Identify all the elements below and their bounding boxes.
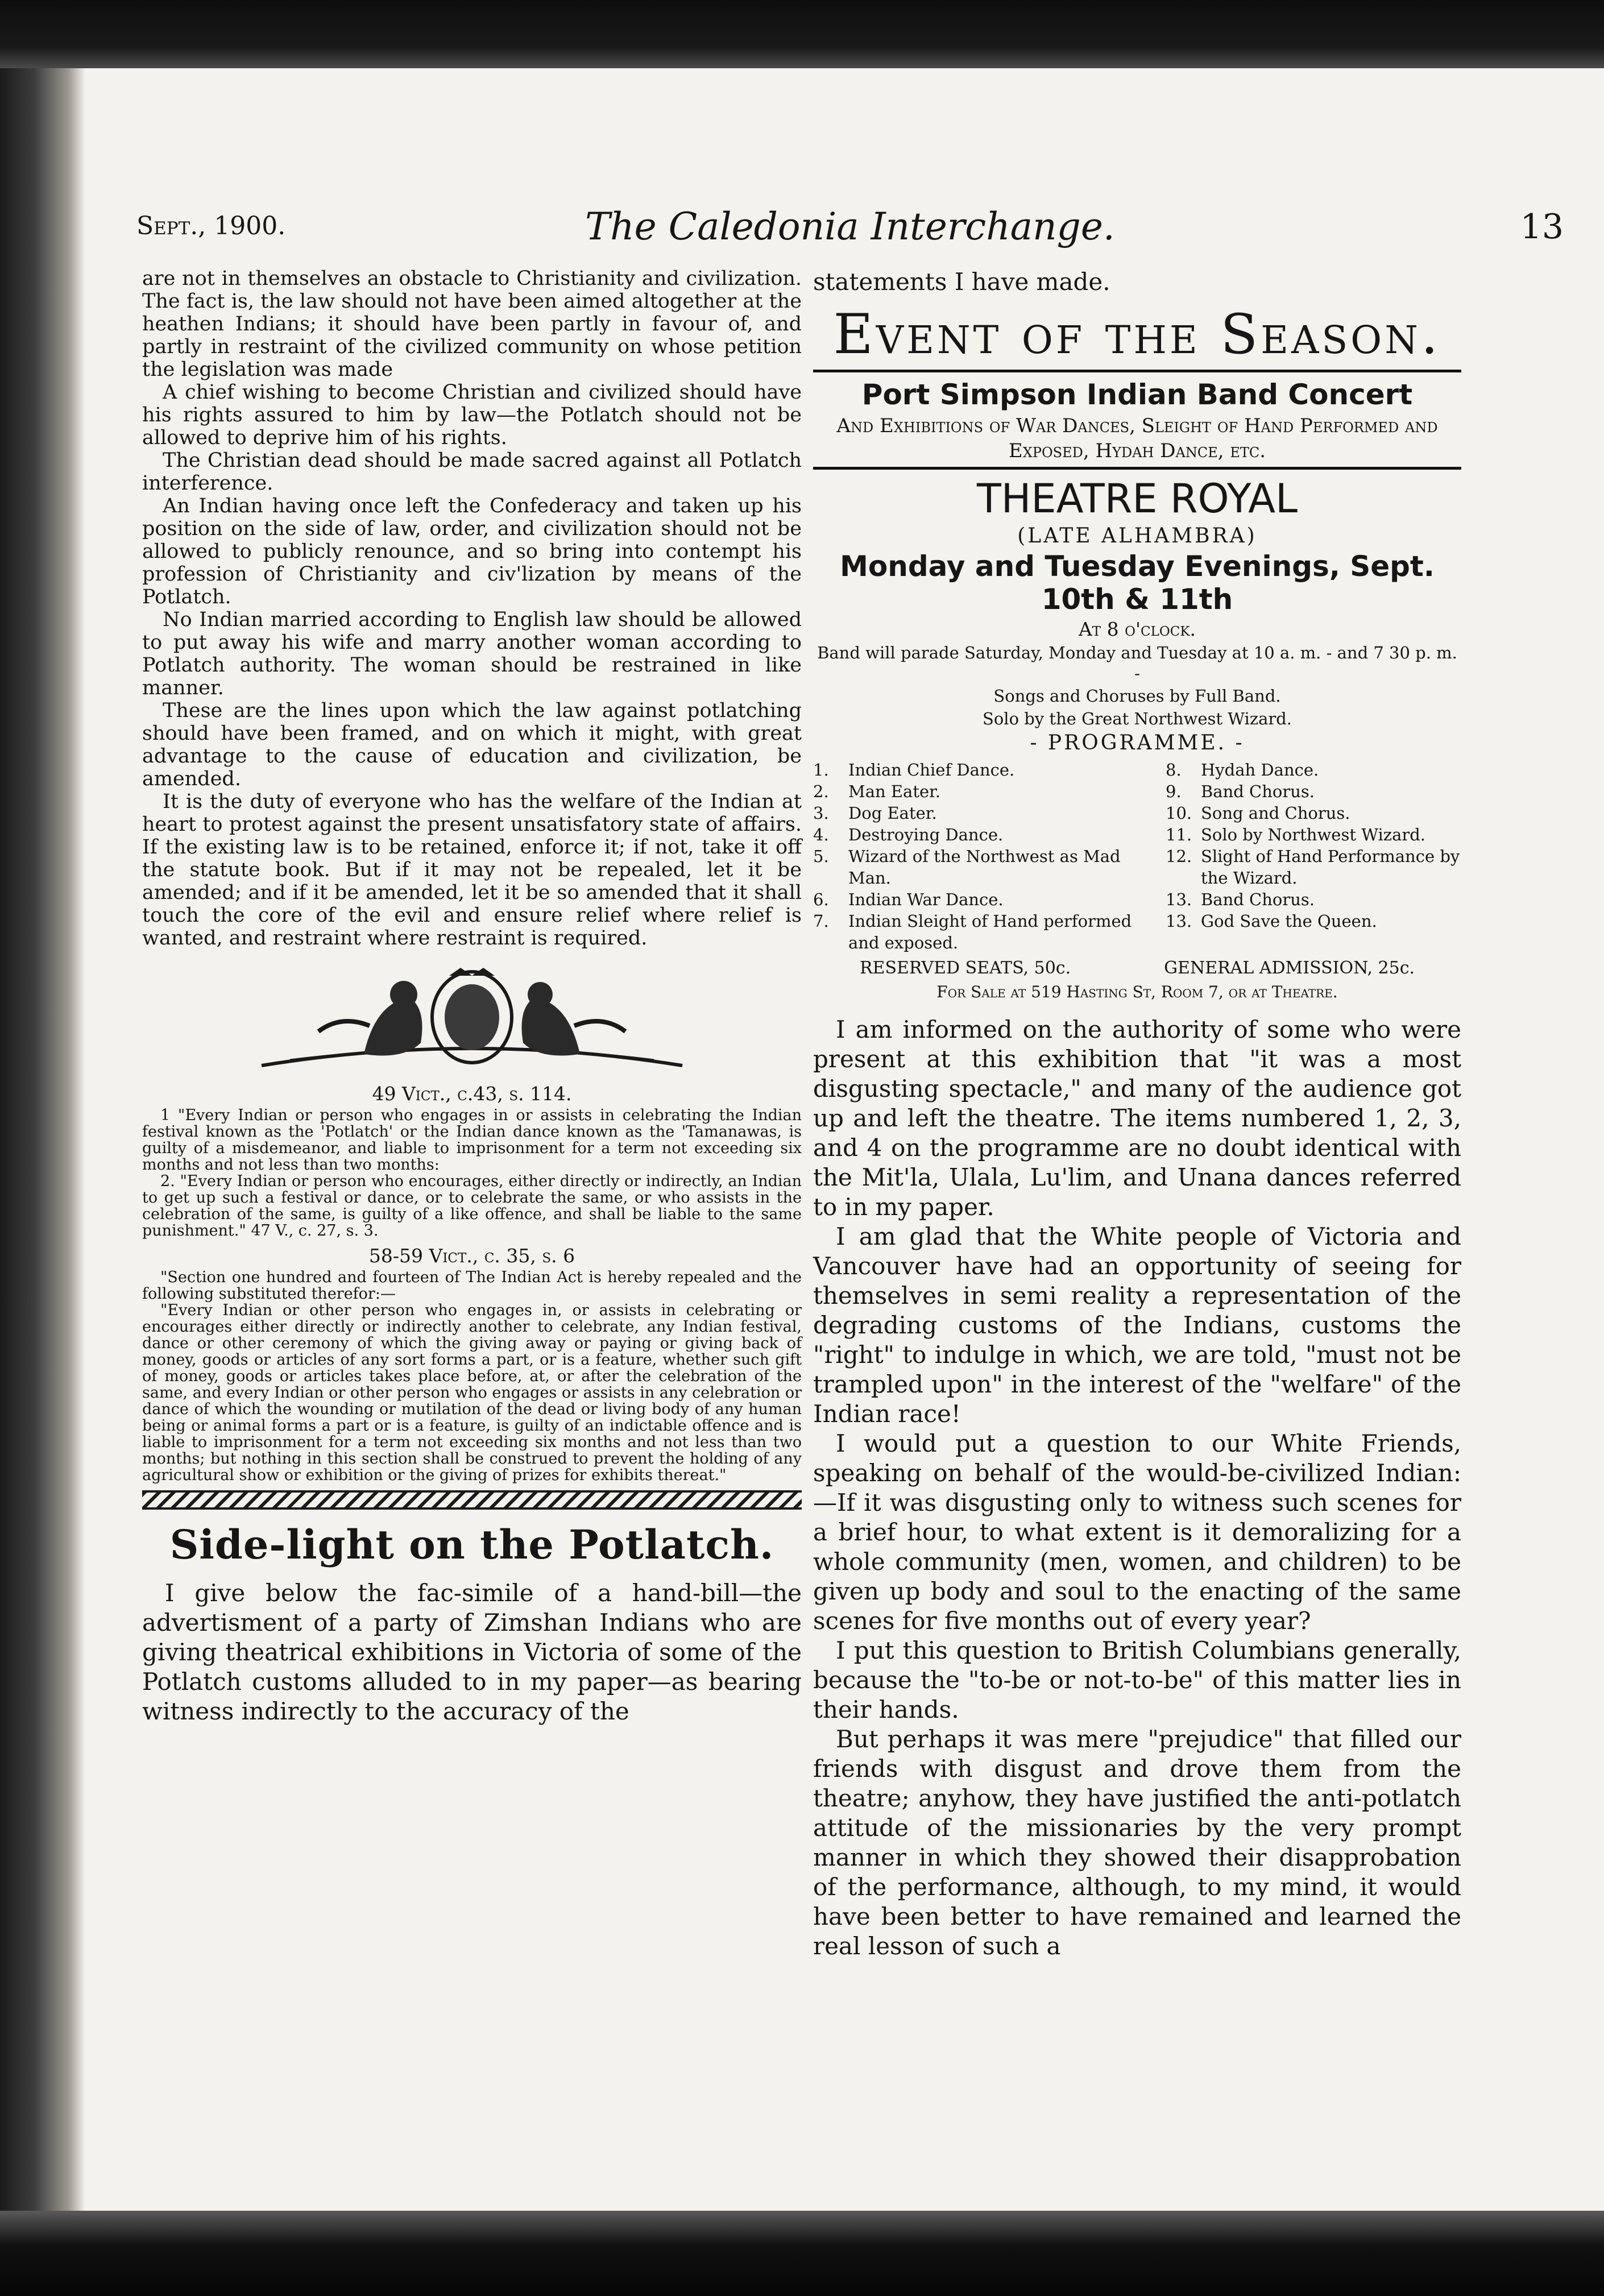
reserved-seats-price: RESERVED SEATS, 50c. bbox=[859, 958, 1071, 978]
handbill-parade: Band will parade Saturday, Monday and Tuesday at 10 a. m. - and 7 30 p. m. - bbox=[817, 643, 1457, 683]
general-admission-price: GENERAL ADMISSION, 25c. bbox=[1164, 958, 1415, 978]
section-title: Side-light on the Potlatch. bbox=[169, 1521, 774, 1568]
list-item: 12. Slight of Hand Performance by the Wizard. bbox=[1166, 847, 1460, 888]
journal-title: The Caledonia Interchange. bbox=[585, 205, 1115, 248]
binding-spine bbox=[0, 68, 85, 2211]
statute-text: "Every Indian or other person who engages in, or assists in celebrating or encourages either directly or indirectly another to celebrate, any Indian festival, dance or other ceremony of which the giving away or paying or giving back of money, goods or articles of any sort forms a part, or is a feature, whether such gift of money, goods or articles takes place before, at, or after the celebration of the same, and every Indian or other person who engages or assists in any celebration or dance of which the wounding or mutilation of the dead or living body of any human being or animal forms a part or is a feature, is guilty of an indictable offence and is liable to imprisonment for a term not exceeding six months and not less than two months; but nothing in this section shall be construed to prevent the holding of any agricultural show or exhibition or the giving of prizes for exhibits thereat." bbox=[142, 1302, 802, 1484]
ornamental-divider bbox=[142, 1490, 802, 1510]
list-item: 11. Solo by Northwest Wizard. bbox=[1166, 825, 1425, 844]
paragraph: The Christian dead should be made sacred against all Potlatch interference. bbox=[142, 449, 802, 495]
list-item: 1. Indian Chief Dance. bbox=[813, 760, 1015, 780]
page-number: 13 bbox=[1520, 207, 1564, 247]
statute-text: 1 "Every Indian or person who engages in or assists in celebrating the Indian festival known as the 'Potlatch' or the Indian dance known as the 'Tamanawas, is guilty of a misdemeanor, and liable to imprisonment for a term not exceeding six months and not less than two months: bbox=[142, 1106, 802, 1174]
issue-date: Sept., 1900. bbox=[136, 212, 286, 241]
scan-top-border bbox=[0, 0, 1604, 68]
royal-coat-of-arms bbox=[222, 963, 722, 1077]
paragraph: I put this question to British Columbians generally, because the "to-be or not-to-be" of this matter lies in their hands. bbox=[813, 1636, 1461, 1723]
handbill-headline: Event of the Season. bbox=[833, 302, 1441, 366]
handbill-time: At 8 o'clock. bbox=[1078, 618, 1196, 640]
paragraph: I give below the fac-simile of a hand-bill—the advertisment of a party of Zimshan Indians who are giving theatrical exhibitions in Victoria of some of the Potlatch customs alluded to in my paper—as bearing witness indirectly to the accuracy of the bbox=[142, 1579, 802, 1725]
statute-heading: 49 Vict., c.43, s. 114. bbox=[372, 1083, 572, 1105]
list-item: 4. Destroying Dance. bbox=[813, 825, 1004, 844]
handbill-subtitle: And Exhibitions of War Dances, Sleight of Hand Performed and Exposed, Hydah Dance, etc. bbox=[836, 415, 1438, 462]
list-item: 13. God Save the Queen. bbox=[1166, 911, 1377, 931]
programme-right bbox=[1166, 759, 1461, 954]
paragraph: A chief wishing to become Christian and civilized should have his rights assured to him by law—the Potlatch should not be allowed to deprive him of his rights. bbox=[142, 381, 802, 449]
handbill-songs: Songs and Choruses by Full Band. bbox=[993, 686, 1281, 706]
paragraph: I would put a question to our White Friends, speaking on behalf of the would-be-civilized Indian:—If it was disgusting only to witness such scenes for a brief hour, to what extent is it demoralizing for a whole community (men, women, and children) to be given up body and soul to the enacting of the same scenes for five months out of every year? bbox=[813, 1429, 1461, 1635]
programme-title: - PROGRAMME. - bbox=[1030, 731, 1245, 755]
list-item: 2. Man Eater. bbox=[813, 782, 941, 801]
paragraph: statements I have made. bbox=[813, 268, 1110, 296]
paragraph: But perhaps it was mere "prejudice" that filled our friends with disgust and drove them from the theatre; anyhow, they have justified the anti-potlatch attitude of the missionaries by the very prompt manner in which they showed their disapprobation of the performance, although, to my mind, it would have been better to have remained and learned the real lesson of such a bbox=[813, 1725, 1461, 1960]
handbill-venue: THEATRE ROYAL bbox=[976, 475, 1298, 522]
handbill-facsimile bbox=[813, 302, 1461, 1001]
left-column bbox=[142, 267, 802, 1726]
programme-left bbox=[813, 759, 1154, 954]
paragraph: I am glad that the White people of Victoria and Vancouver have had an opportunity of seeing for themselves in semi reality a representation of the degrading customs of the Indians, customs the "right" to indulge in which, we are told, "must not be trampled upon" in the interest of the "welfare" of the Indian race! bbox=[813, 1222, 1461, 1428]
programme-list bbox=[813, 759, 1461, 954]
paragraph: An Indian having once left the Confederacy and taken up his position on the side of law, order, and civilization should not be allowed to publicly renounce, and so bring into contempt his profession of Christianity and civ'lization by means of the Potlatch. bbox=[142, 495, 802, 608]
list-item: 13. Band Chorus. bbox=[1166, 890, 1315, 909]
statute-text: "Section one hundred and fourteen of The Indian Act is hereby repealed and the following substituted therefor:— bbox=[142, 1269, 802, 1303]
handbill-solo: Solo by the Great Northwest Wizard. bbox=[982, 709, 1292, 728]
list-item: 7. Indian Sleight of Hand performed and exposed. bbox=[813, 911, 1132, 952]
ticket-sale-note: For Sale at 519 Hasting St, Room 7, or at Theatre. bbox=[936, 983, 1338, 1001]
paragraph: are not in themselves an obstacle to Christianity and civilization. The fact is, the law should not have been aimed altogether at the heathen Indians; it should have been partly in favour of, and partly in restraint of the civilized community on whose petition the legislation was made bbox=[142, 267, 802, 381]
handbill-venue-note: (LATE ALHAMBRA) bbox=[1017, 524, 1257, 548]
list-item: 3. Dog Eater. bbox=[813, 803, 937, 823]
statute-text: 2. "Every Indian or person who encourages, either directly or indirectly, an Indian to get up such a festival or dance, or to celebrate the same, or who assists in the celebration of the same, is guilty of a like offence, and shall be liable to the same punishment." 47 V., c. 27, s. 3. bbox=[142, 1172, 802, 1240]
right-column bbox=[813, 267, 1461, 1961]
page-header bbox=[136, 205, 1564, 256]
handbill-dates: Monday and Tuesday Evenings, Sept. 10th & 11th bbox=[840, 550, 1435, 616]
handbill-band-name: Port Simpson Indian Band Concert bbox=[861, 378, 1413, 411]
paragraph: These are the lines upon which the law against potlatching should have been framed, and on which it might, with great advantage to the cause of education and civilization, be amended. bbox=[142, 699, 802, 790]
list-item: 8. Hydah Dance. bbox=[1166, 760, 1319, 780]
paragraph: No Indian married according to English law should be allowed to put away his wife and marry another woman according to Potlatch authority. The woman should be restrained in like manner. bbox=[142, 608, 802, 699]
list-item: 10. Song and Chorus. bbox=[1166, 803, 1350, 823]
paragraph: It is the duty of everyone who has the welfare of the Indian at heart to protest against the present unsatisfatory state of affairs. If the existing law is to be retained, enforce it; if not, take it off the statute book. But if it may not be repealed, let it be amended; and if it be amended, let it be so amended that it shall touch the core of the evil and ensure relief where relief is wanted, and restraint where restraint is required. bbox=[142, 790, 802, 950]
list-item: 6. Indian War Dance. bbox=[813, 890, 1004, 909]
scan-bottom-border bbox=[0, 2211, 1604, 2296]
paragraph: I am informed on the authority of some who were present at this exhibition that "it was a most disgusting spectacle," and many of the audience got up and left the theatre. The items numbered 1, 2, 3, and 4 on the programme are no doubt identical with the Mit'la, Ulala, Lu'lim, and Unana dances referred to in my paper. bbox=[813, 1016, 1461, 1221]
rule bbox=[813, 467, 1461, 470]
rule bbox=[813, 370, 1461, 372]
list-item: 5. Wizard of the Northwest as Mad Man. bbox=[813, 847, 1121, 888]
admission-prices bbox=[813, 958, 1461, 978]
statute-heading: 58-59 Vict., c. 35, s. 6 bbox=[368, 1245, 575, 1267]
list-item: 9. Band Chorus. bbox=[1166, 782, 1315, 801]
